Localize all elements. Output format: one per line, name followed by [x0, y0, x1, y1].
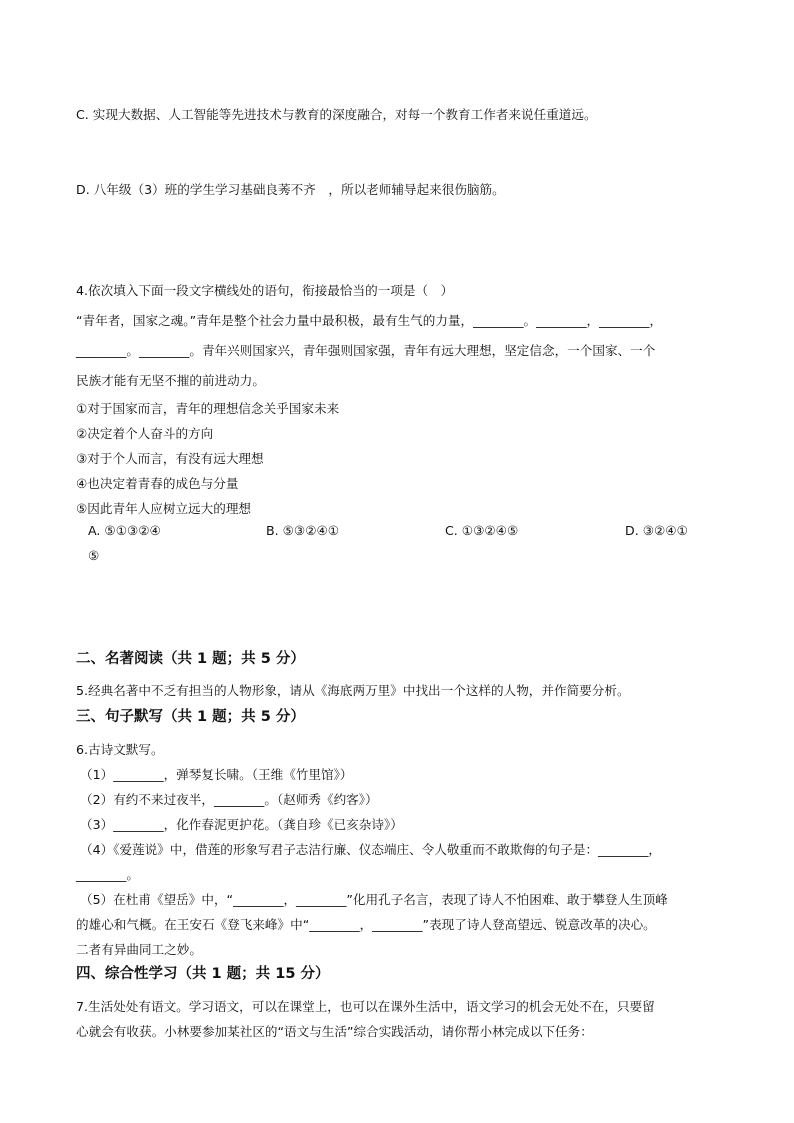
- question-4-item: ④也决定着青春的成色与分量: [76, 476, 239, 491]
- choice-a: A. ⑤①③②④: [88, 523, 161, 538]
- choice-d: D. ③②④①: [625, 523, 688, 538]
- question-6-item-cont: ________。: [76, 867, 139, 882]
- choice-b: B. ⑤③②④①: [266, 523, 340, 538]
- choice-c: C. ①③②④⑤: [445, 523, 519, 538]
- question-4-passage-line: “青年者，国家之魂。”青年是整个社会力量中最积极，最有生气的力量，________。________，________，: [76, 313, 663, 328]
- question-6-item: （3）________，化作春泥更护花。（龚自珍《已亥杂诗》）: [80, 817, 403, 832]
- option-d-text: D. 八年级（3）班的学生学习基础良莠不齐 ，所以老师辅导起来很伤脑筋。: [76, 182, 505, 197]
- question-4-item: ⑤因此青年人应树立远大的理想: [76, 501, 252, 516]
- question-6-item: （4）《爱莲说》中，借莲的形象写君子志洁行廉、仪态端庄、令人敬重而不敢欺侮的句子是：________，: [80, 842, 662, 857]
- section-heading: 四、综合性学习（共 1 题；共 15 分）: [76, 966, 330, 982]
- question-6-item-cont: 的雄心和气概。在王安石《登飞来峰》中“________，________”表现了诗人登高望远、锐意改革的决心。: [76, 917, 656, 932]
- question-7-text: 心就会有收获。小林要参加某社区的“语文与生活”综合实践活动，请你帮小林完成以下任务：: [76, 1024, 593, 1039]
- choice-d-wrap: ⑤: [88, 548, 100, 563]
- question-4-passage-line: ________。________。青年兴则国家兴，青年强则国家强，青年有远大理想，坚定信念，一个国家、一个: [76, 343, 656, 358]
- question-5-text: 5.经典名著中不乏有担当的人物形象，请从《海底两万里》中找出一个这样的人物，并作简要分析。: [76, 683, 630, 698]
- question-4-passage-line: 民族才能有无坚不摧的前进动力。: [76, 373, 265, 388]
- option-c-text: C. 实现大数据、人工智能等先进技术与教育的深度融合，对每一个教育工作者来说任重道远。: [76, 107, 597, 122]
- question-6-item: （5）在杜甫《望岳》中，“________，________”化用孔子名言，表现了诗人不怕困难、敢于攀登人生顶峰: [80, 892, 668, 907]
- question-6-stem: 6.古诗文默写。: [76, 742, 164, 757]
- section-heading: 二、名著阅读（共 1 题；共 5 分）: [76, 651, 305, 667]
- question-4-item: ①对于国家而言，青年的理想信念关乎国家未来: [76, 401, 340, 416]
- question-6-item-cont: 二者有异曲同工之妙。: [76, 942, 202, 957]
- question-4-stem: 4.依次填入下面一段文字横线处的语句，衔接最恰当的一项是（ ）: [76, 283, 454, 298]
- question-6-item: （2）有约不来过夜半，________。（赵师秀《约客》）: [80, 792, 378, 807]
- question-4-item: ②决定着个人奋斗的方向: [76, 426, 214, 441]
- question-7-text: 7.生活处处有语文。学习语文，可以在课堂上，也可以在课外生活中，语文学习的机会无处不在，只要留: [76, 999, 655, 1014]
- question-6-item: （1）________，弹琴复长啸。（王维《竹里馆》）: [80, 767, 353, 782]
- section-heading: 三、句子默写（共 1 题；共 5 分）: [76, 709, 305, 725]
- question-4-item: ③对于个人而言，有没有远大理想: [76, 451, 264, 466]
